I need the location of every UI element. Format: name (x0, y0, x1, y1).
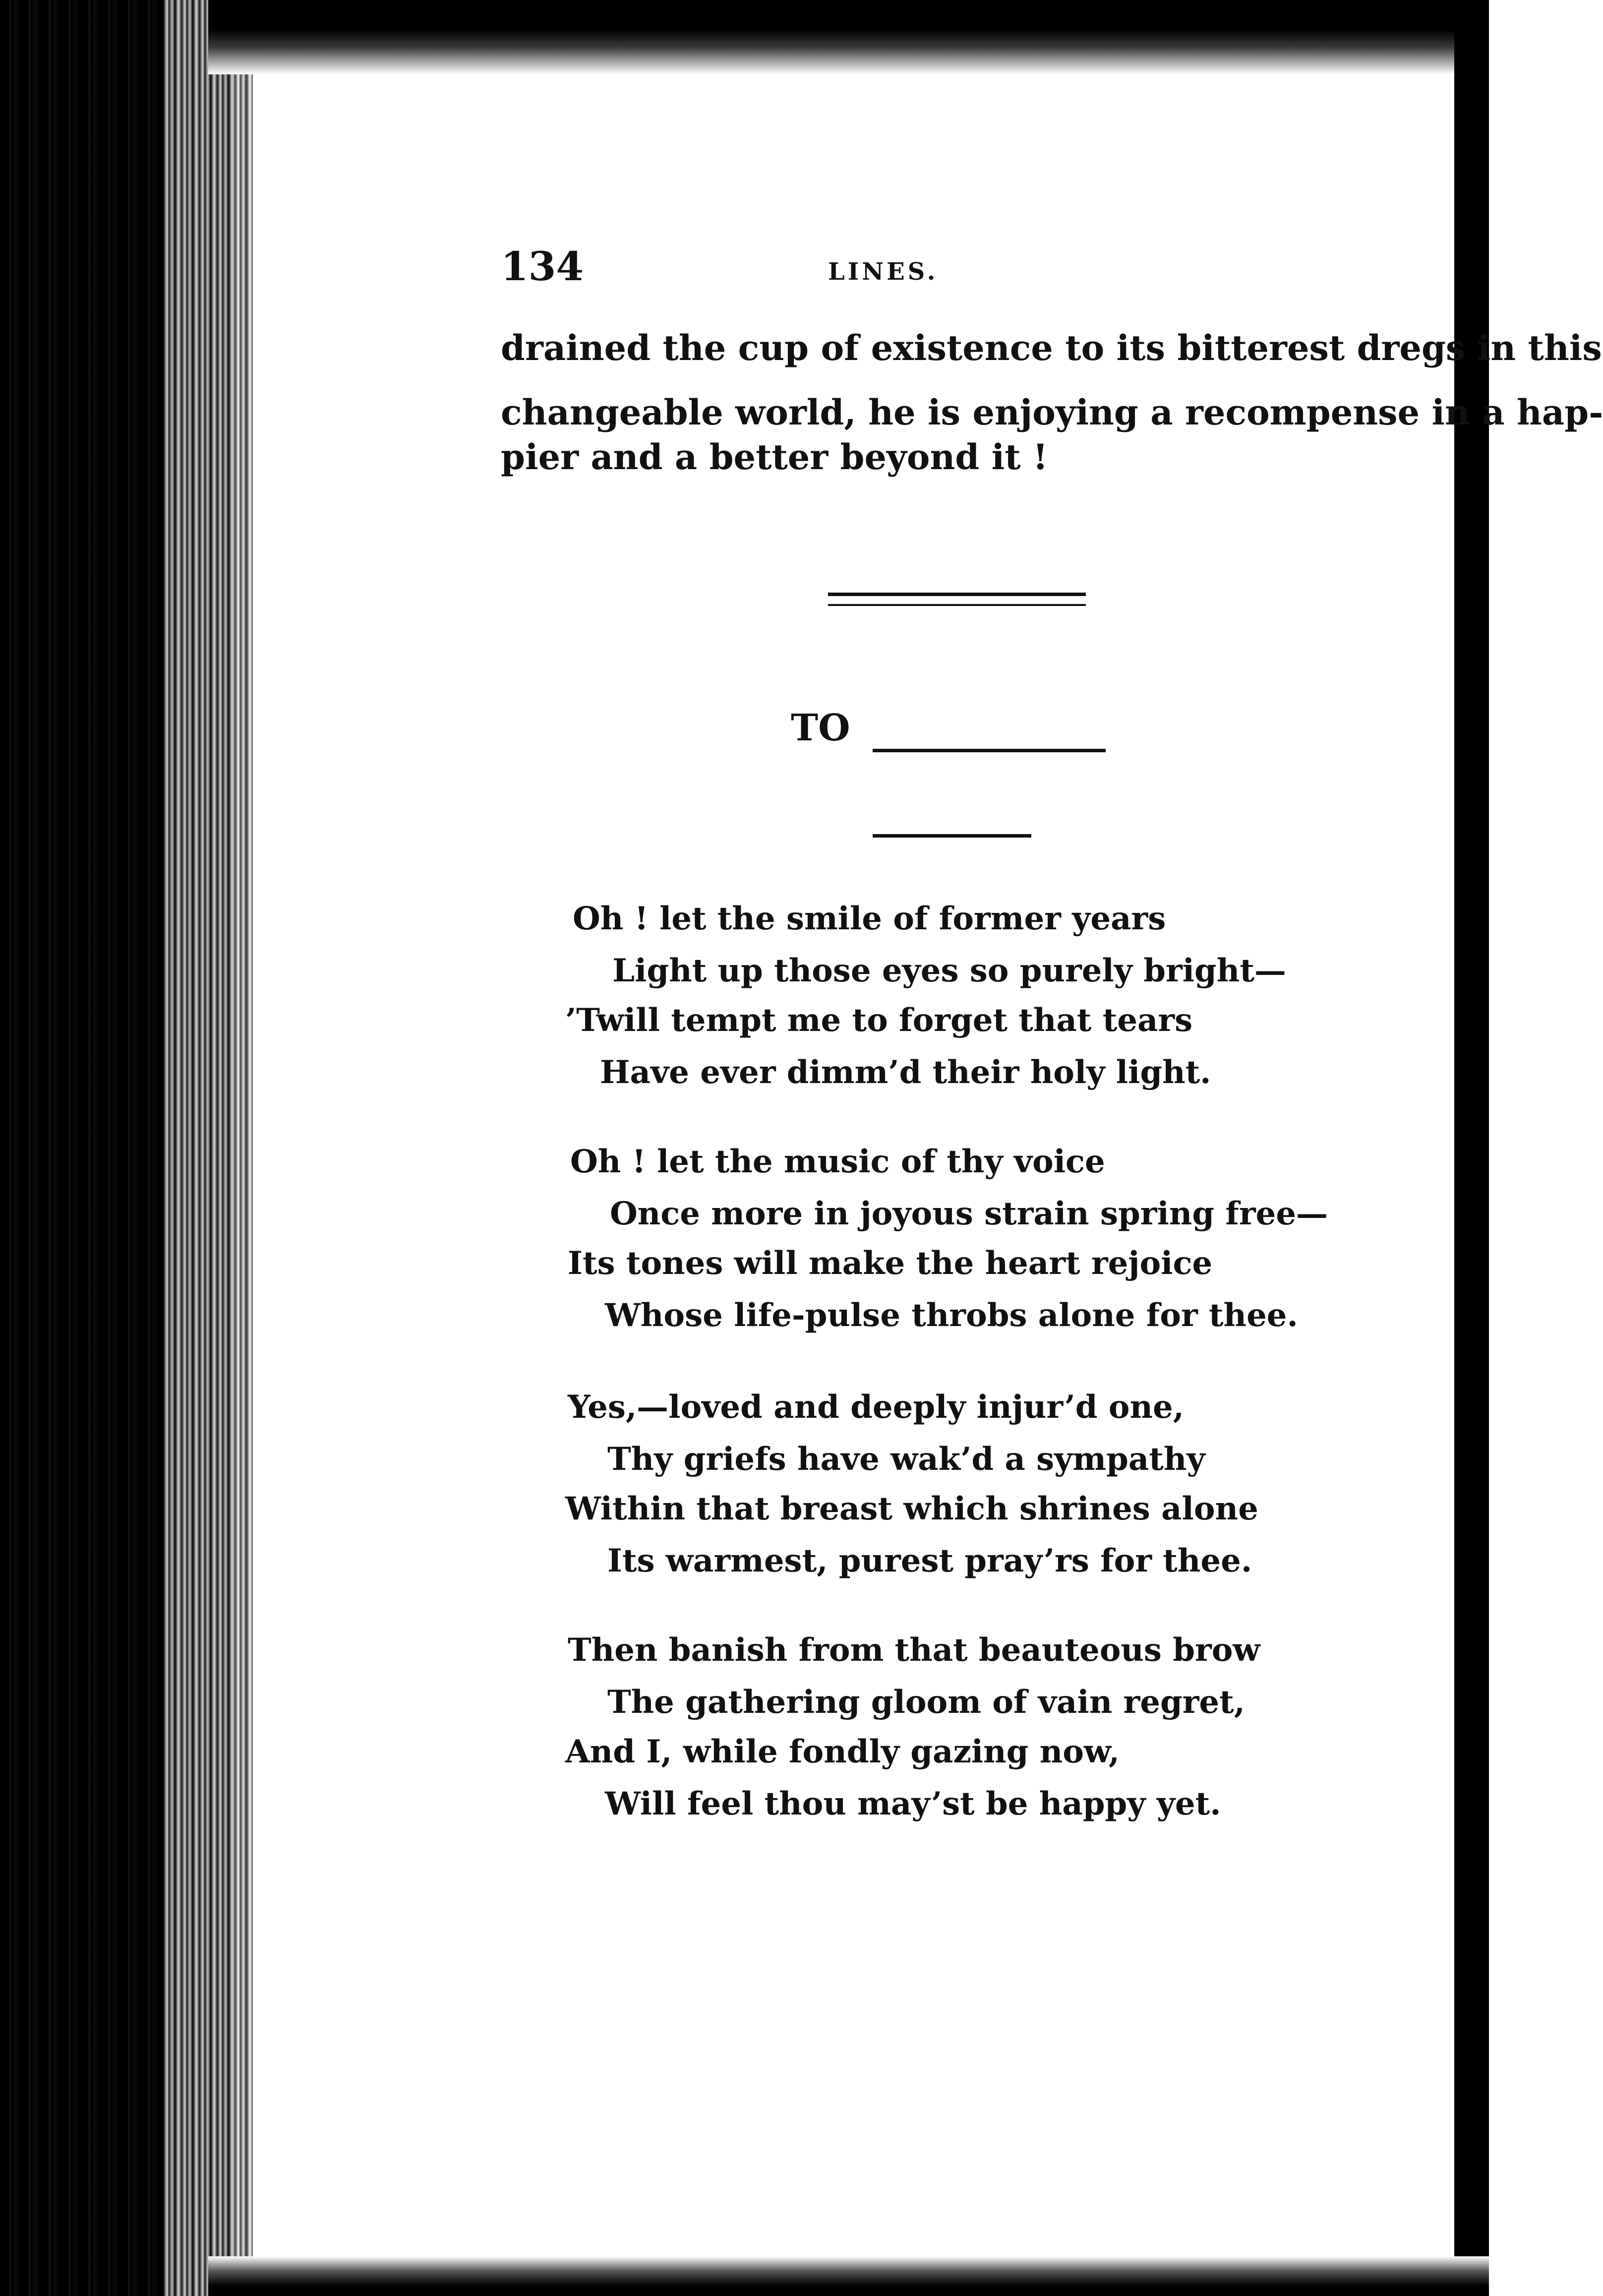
bottom-scan-edge (208, 2256, 1489, 2296)
stanza-4-line-1: Then banish from that beauteous brow (568, 1631, 1260, 1669)
poem-title: TO (791, 707, 850, 749)
page-edge-texture (164, 0, 253, 2296)
stanza-4-line-4: Will feel thou may’st be happy yet. (605, 1785, 1221, 1822)
stanza-4-line-2: The gathering gloom of vain regret, (607, 1684, 1245, 1721)
top-scan-edge (208, 0, 1489, 74)
page-number: 134 (501, 243, 584, 290)
stanza-3-line-2: Thy griefs have wak’d a sympathy (607, 1441, 1205, 1478)
prose-line-1: drained the cup of existence to its bitterest dregs in this (501, 327, 1602, 368)
stanza-2-line-1: Oh ! let the music of thy voice (570, 1143, 1105, 1180)
prose-line-2: changeable world, he is enjoying a recompense in a hap- (501, 392, 1603, 433)
section-divider-rule-thin (828, 604, 1086, 606)
stanza-1-line-1: Oh ! let the smile of former years (573, 900, 1166, 937)
stanza-3-line-4: Its warmest, purest pray’rs for thee. (607, 1542, 1252, 1579)
stanza-1-line-3: ’Twill tempt me to forget that tears (565, 1002, 1193, 1039)
running-head: LINES. (828, 258, 939, 286)
stanza-2-line-3: Its tones will make the heart rejoice (568, 1245, 1213, 1282)
section-divider-rule (828, 593, 1086, 596)
stanza-4-line-3: And I, while fondly gazing now, (565, 1733, 1120, 1770)
stanza-3-line-1: Yes,—loved and deeply injur’d one, (568, 1389, 1184, 1426)
stanza-2-line-2: Once more in joyous strain spring free— (610, 1195, 1328, 1232)
stanza-3-line-3: Within that breast which shrines alone (565, 1490, 1258, 1527)
prose-line-3: pier and a better beyond it ! (501, 436, 1048, 478)
title-underline-rule (873, 834, 1031, 838)
stanza-2-line-4: Whose life-pulse throbs alone for thee. (605, 1297, 1298, 1334)
title-blank-dash (873, 749, 1106, 752)
stanza-1-line-4: Have ever dimm’d their holy light. (600, 1054, 1211, 1091)
stanza-1-line-2: Light up those eyes so purely bright— (612, 952, 1286, 989)
